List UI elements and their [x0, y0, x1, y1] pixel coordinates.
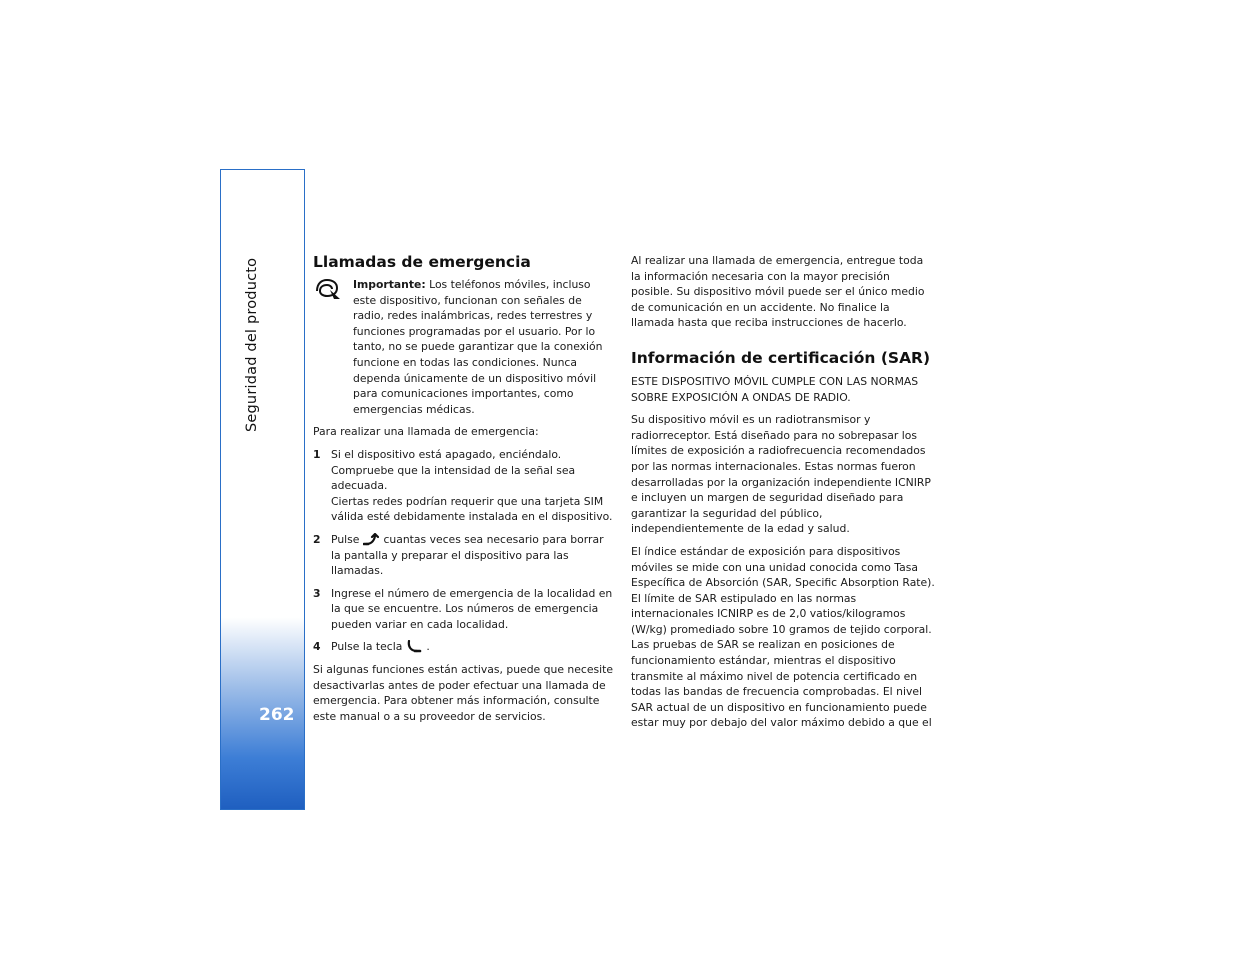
paragraph-sar-2: El índice estándar de exposición para dispositivos móviles se mide con una unidad conocida como Tasa Específica de Absorción (SAR, Specific Absorption Rate). El límite de SAR estipulado en las normas internacionales ICNIRP es de 2,0 vatios/kilogramos (W/kg) promediado sobre 10 gramos de tejido corporal. Las pruebas de SAR se realizan en posiciones de funcionamiento estándar, mientras el dispositivo transmite al máximo nivel de potencia certificado en todas las bandas de frecuencia comprobadas. El nivel SAR actual de un dispositivo en funcionamiento puede estar muy por debajo del valor máximo debido a que el — [631, 544, 935, 730]
step-text: Pulse — [331, 532, 360, 546]
call-key-icon — [406, 640, 422, 653]
step-number: 2 — [313, 532, 321, 546]
step-text-cont: . — [426, 640, 430, 654]
section-title: Seguridad del producto — [244, 257, 260, 432]
step-text-cont: cuantas veces sea necesario para borrar la pantalla y preparar el dispositivo para las llamadas. — [331, 532, 604, 578]
heading-emergency-calls: Llamadas de emergencia — [313, 253, 531, 271]
caps-statement: ESTE DISPOSITIVO MÓVIL CUMPLE CON LAS NORMAS SOBRE EXPOSICIÓN A ONDAS DE RADIO. — [631, 374, 919, 404]
closing-text: Si algunas funciones están activas, puede que necesite desactivarlas antes de poder efectuar una llamada de emergencia. Para obtener más información, consulte este manual o a su proveedor de servicios. — [313, 663, 613, 723]
important-icon — [314, 278, 342, 300]
right-column — [631, 253, 935, 731]
important-text: Los teléfonos móviles, incluso este dispositivo, funcionan con señales de radio, redes inalámbricas, redes terrestres y funciones programadas por el usuario. Por lo tanto, no se puede garantizar que la conexión funcione en todas las condiciones. Nunca dependa únicamente de un dispositivo móvil para comunicaciones importantes, como emergencias médicas. — [353, 278, 603, 416]
step-number: 1 — [313, 447, 321, 461]
paragraph-sar-1: Su dispositivo móvil es un radiotransmisor y radiorreceptor. Está diseñado para no sobrepasar los límites de exposición a radiofrecuencia recomendados por las normas internacionales. Estas normas fueron desarrolladas por la organización independiente ICNIRP e incluyen un margen de seguridad diseñado para garantizar la seguridad del público, independientemente de la edad y salud. — [631, 413, 931, 536]
important-label: Importante: — [353, 278, 426, 291]
step-text: Pulse la tecla — [331, 640, 403, 654]
step-text: Ingrese el número de emergencia de la localidad en la que se encuentre. Los números de emergencia pueden variar en cada localidad. — [331, 586, 613, 631]
left-column — [313, 253, 615, 724]
step-1-note: Ciertas redes podrían requerir que una tarjeta SIM válida esté debidamente instalada en el dispositivo. — [331, 494, 613, 524]
step-text: Si el dispositivo está apagado, enciéndalo. Compruebe que la intensidad de la señal sea adecuada. — [331, 447, 576, 493]
page-number: 262 — [259, 705, 295, 725]
end-key-icon — [363, 533, 379, 546]
step-1 — [313, 447, 615, 494]
step-number: 3 — [313, 586, 321, 600]
step-3 — [313, 586, 615, 633]
step-4 — [313, 639, 615, 655]
step-number: 4 — [313, 640, 321, 654]
paragraph-emergency: Al realizar una llamada de emergencia, entregue toda la información necesaria con la mayor precisión posible. Su dispositivo móvil puede ser el único medio de comunicación en un accidente. No finalice la llamada hasta que reciba instrucciones de hacerlo. — [631, 254, 925, 330]
important-note — [313, 277, 615, 417]
intro-text: Para realizar una llamada de emergencia: — [313, 425, 539, 439]
heading-sar: Información de certificación (SAR) — [631, 348, 931, 367]
step-2 — [313, 532, 615, 579]
